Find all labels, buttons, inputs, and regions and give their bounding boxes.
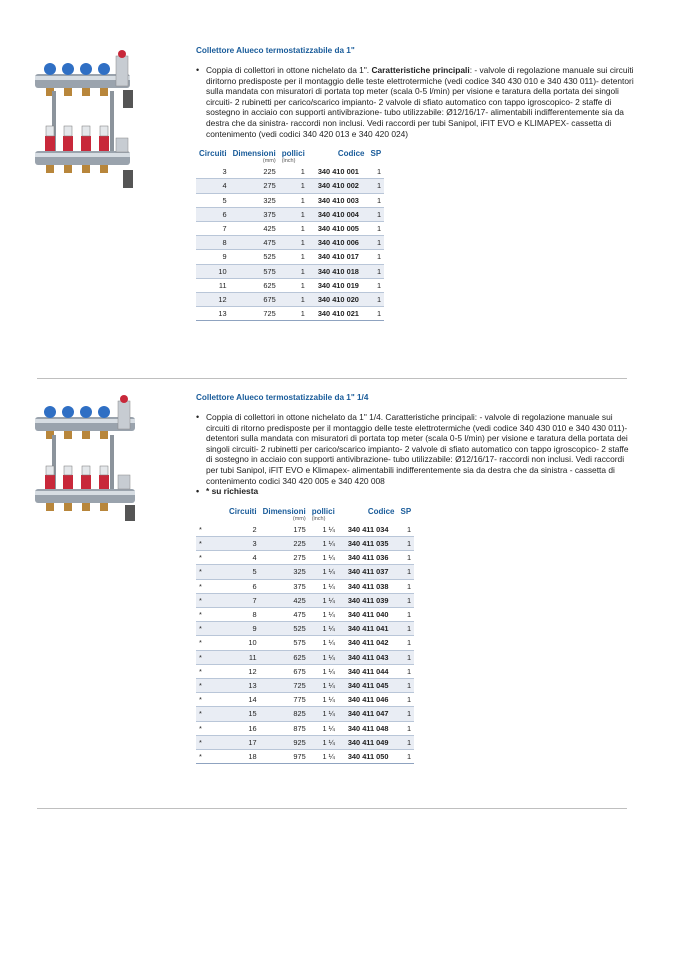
- table-cell: 275: [260, 551, 309, 565]
- table-cell: 5: [226, 565, 260, 579]
- unit-label: (inch): [311, 515, 326, 522]
- table-cell: 825: [260, 707, 309, 721]
- table-row: [196, 292, 384, 306]
- table-cell: 340 410 017: [308, 250, 368, 264]
- table-cell: *: [196, 607, 226, 621]
- table-cell: 625: [230, 278, 279, 292]
- table-cell: 10: [196, 264, 230, 278]
- table-cell: 1: [397, 707, 414, 721]
- bullet-icon: •: [196, 486, 200, 497]
- product-description: [196, 412, 636, 486]
- table-cell: 575: [230, 264, 279, 278]
- table-cell: *: [196, 636, 226, 650]
- table-row: [196, 693, 414, 707]
- table-cell: 1: [367, 236, 384, 250]
- col-header: Dimensioni: [232, 149, 276, 159]
- table-cell: 11: [226, 650, 260, 664]
- table-row: [196, 607, 414, 621]
- table-cell: 9: [226, 622, 260, 636]
- table-cell: 340 411 038: [338, 579, 398, 593]
- table-cell: 1: [367, 207, 384, 221]
- table-cell: 1: [397, 536, 414, 550]
- table-cell: 1: [397, 678, 414, 692]
- table-body: [196, 523, 414, 764]
- table-cell: 1 ¼: [309, 593, 338, 607]
- table-cell: 375: [260, 579, 309, 593]
- table-row: [196, 236, 384, 250]
- table-cell: 7: [196, 221, 230, 235]
- table-cell: 10: [226, 636, 260, 650]
- table-row: [196, 551, 414, 565]
- table-cell: 1: [279, 221, 308, 235]
- unit-label: (inch): [281, 158, 296, 165]
- table-cell: 1: [279, 207, 308, 221]
- table-cell: 340 411 050: [338, 750, 398, 764]
- table-row: [196, 278, 384, 292]
- table-cell: 340 411 037: [338, 565, 398, 579]
- note: [196, 486, 636, 497]
- table-cell: 325: [230, 193, 279, 207]
- table-cell: *: [196, 536, 226, 550]
- unit-label: (mm): [292, 515, 306, 522]
- unit-label: [397, 516, 414, 523]
- table-cell: 340 411 045: [338, 678, 398, 692]
- table-cell: 15: [226, 707, 260, 721]
- table-cell: *: [196, 678, 226, 692]
- table-cell: 340 410 002: [308, 179, 368, 193]
- table-cell: *: [196, 707, 226, 721]
- table-row: [196, 179, 384, 193]
- table-cell: 275: [230, 179, 279, 193]
- table-cell: 340 411 042: [338, 636, 398, 650]
- table-row: [196, 193, 384, 207]
- table-cell: 1: [367, 250, 384, 264]
- unit-label: [196, 158, 230, 165]
- table-cell: 1: [397, 693, 414, 707]
- table-cell: 725: [230, 307, 279, 321]
- unit-label: [226, 516, 260, 523]
- col-header: Codice: [367, 506, 395, 516]
- table-cell: 340 411 049: [338, 735, 398, 749]
- table-row: [196, 735, 414, 749]
- table-row: [196, 707, 414, 721]
- table-cell: 1 ¼: [309, 565, 338, 579]
- table-cell: 1: [367, 307, 384, 321]
- table-cell: 340 411 046: [338, 693, 398, 707]
- product-title: Collettore Alueco termostatizzabile da 1" 1/4: [196, 393, 369, 402]
- table-cell: 675: [230, 292, 279, 306]
- table-cell: 340 411 035: [338, 536, 398, 550]
- table-cell: 1: [279, 292, 308, 306]
- table-cell: 8: [196, 236, 230, 250]
- table-cell: 1: [367, 193, 384, 207]
- table-cell: 675: [260, 664, 309, 678]
- product-table: [196, 507, 414, 764]
- table-cell: 12: [226, 664, 260, 678]
- table-cell: 1 ¼: [309, 693, 338, 707]
- table-cell: 1 ¼: [309, 721, 338, 735]
- table-cell: 4: [196, 179, 230, 193]
- table-row: [196, 207, 384, 221]
- table-row: [196, 221, 384, 235]
- table-cell: *: [196, 551, 226, 565]
- table-row: [196, 750, 414, 764]
- table-cell: 1 ¼: [309, 607, 338, 621]
- table-cell: 475: [230, 236, 279, 250]
- desc-bold: Caratteristiche principali: [371, 65, 470, 75]
- table-cell: 340 410 004: [308, 207, 368, 221]
- table-cell: 375: [230, 207, 279, 221]
- unit-label: [367, 158, 384, 165]
- manifold-image: [30, 46, 145, 198]
- table-cell: 975: [260, 750, 309, 764]
- table-cell: 225: [260, 536, 309, 550]
- table-cell: 340 411 040: [338, 607, 398, 621]
- table-cell: 1: [397, 579, 414, 593]
- table-cell: 17: [226, 735, 260, 749]
- table-cell: 1: [367, 221, 384, 235]
- table-cell: 1: [279, 193, 308, 207]
- table-cell: 1 ¼: [309, 750, 338, 764]
- table-cell: 2: [226, 523, 260, 537]
- table-cell: 1 ¼: [309, 650, 338, 664]
- table-cell: 1: [279, 278, 308, 292]
- table-cell: 525: [260, 622, 309, 636]
- table-row: [196, 721, 414, 735]
- table-cell: 1: [279, 264, 308, 278]
- table-cell: 1: [397, 650, 414, 664]
- table-cell: 340 410 006: [308, 236, 368, 250]
- table-cell: 1: [279, 179, 308, 193]
- table-cell: 1 ¼: [309, 579, 338, 593]
- table-cell: 1 ¼: [309, 523, 338, 537]
- table-cell: *: [196, 622, 226, 636]
- product-1-content: [196, 40, 636, 321]
- table-cell: *: [196, 735, 226, 749]
- table-cell: 425: [260, 593, 309, 607]
- table-cell: *: [196, 664, 226, 678]
- table-cell: 1: [397, 721, 414, 735]
- bullet-icon: •: [196, 65, 200, 75]
- table-cell: 1: [397, 565, 414, 579]
- table-row: [196, 678, 414, 692]
- col-header: SP: [370, 149, 382, 159]
- table-cell: 325: [260, 565, 309, 579]
- unit-label: (mm): [262, 158, 276, 165]
- table-cell: 175: [260, 523, 309, 537]
- table-cell: 3: [226, 536, 260, 550]
- table-cell: 1: [367, 292, 384, 306]
- table-cell: 1: [397, 523, 414, 537]
- product-2-content: [196, 387, 636, 764]
- table-cell: *: [196, 523, 226, 537]
- table-cell: 14: [226, 693, 260, 707]
- table-cell: 1 ¼: [309, 678, 338, 692]
- table-cell: 6: [196, 207, 230, 221]
- table-cell: 1: [397, 735, 414, 749]
- table-cell: 1: [279, 307, 308, 321]
- col-header: pollici: [311, 506, 335, 516]
- table-cell: 11: [196, 278, 230, 292]
- desc-text: Coppia di collettori in ottone nichelato da 1" 1/4. Caratteristiche principali: - valvole di regolazione manuale sui circuiti di ritorno predisposte per il montaggio delle teste elettrotermiche (vedi codice 340 430 010 e 340 430 011)- detentori sulla mandata con misuratori di portata top meter (scala 0-5 l/min) per visione e taratura della portata dei singoli circuiti- 2 rubinetti per carico/scarico impianto- 2 valvole di sfiato automatico con tappo igroscopico- 2 staffe di sostegno in acciaio con supporti antivibrazione- tubo utilizzabile: Ø12/16/17- raccordi non inclusi. Vedi raccordi per tubi Sanipol, iFIT EVO e Klimapex- alimentabili indifferentemente sia da destra che da sinistra - cassetta di contenimento codici 340 420 005 e 340 420 008: [206, 412, 629, 486]
- table-row: [196, 650, 414, 664]
- table-cell: 340 410 003: [308, 193, 368, 207]
- table-cell: 340 410 005: [308, 221, 368, 235]
- table-cell: 1: [397, 664, 414, 678]
- table-cell: 1: [279, 236, 308, 250]
- table-cell: 625: [260, 650, 309, 664]
- table-cell: 725: [260, 678, 309, 692]
- table-body: [196, 165, 384, 321]
- col-header-empty: [196, 507, 226, 516]
- product-description: [196, 65, 636, 139]
- table-cell: 1 ¼: [309, 707, 338, 721]
- table-cell: 1 ¼: [309, 551, 338, 565]
- table-cell: 7: [226, 593, 260, 607]
- table-cell: 340 410 020: [308, 292, 368, 306]
- table-cell: *: [196, 721, 226, 735]
- table-cell: 12: [196, 292, 230, 306]
- unit-label: [308, 158, 368, 165]
- table-row: [196, 523, 414, 537]
- table-cell: 1 ¼: [309, 636, 338, 650]
- table-cell: 340 411 044: [338, 664, 398, 678]
- table-cell: 340 411 047: [338, 707, 398, 721]
- table-cell: 1 ¼: [309, 735, 338, 749]
- table-cell: *: [196, 693, 226, 707]
- table-cell: *: [196, 593, 226, 607]
- table-cell: 1 ¼: [309, 622, 338, 636]
- table-cell: 8: [226, 607, 260, 621]
- divider: [37, 378, 627, 379]
- table-cell: 1: [397, 593, 414, 607]
- table-cell: *: [196, 579, 226, 593]
- bullet-icon: •: [196, 412, 200, 422]
- table-cell: 1: [367, 278, 384, 292]
- col-header: Dimensioni: [262, 506, 306, 516]
- table-cell: 340 410 001: [308, 165, 368, 179]
- table-cell: 340 410 019: [308, 278, 368, 292]
- note-text: * su richiesta: [206, 486, 259, 497]
- table-row: [196, 593, 414, 607]
- table-cell: *: [196, 750, 226, 764]
- table-cell: 340 411 048: [338, 721, 398, 735]
- unit-label: [338, 516, 398, 523]
- table-cell: *: [196, 565, 226, 579]
- table-cell: 225: [230, 165, 279, 179]
- desc-text-2: : - valvole di regolazione manuale sui circuiti diritorno predisposte per il montaggio delle teste elettrotermiche (vedi codice 340 430 010 e 340 430 011)- detentori sulla mandata con misuratori di portata top meter (scala 0-5 l/min) per visione e taratura della portata dei singoli circuiti- 2 rubinetti per carico/scarico impianto- 2 valvole di sfiato automatico con tappo igroscopico- 2 staffe di sostegno in acciaio con supporti antivibrazione- tubo utilizzabile: Ø12/16/17- alimentabili indifferentemente sia da destra che da sinistra- raccordi non inclusi. Vedi raccordi per tubi Sanipol, iFIT EVO e KLIMAPEX- cassetta di contenimento (vedi codici 340 420 013 e 340 420 024): [206, 65, 634, 139]
- desc-text: Coppia di collettori in ottone nichelato da 1".: [206, 65, 372, 75]
- table-cell: 525: [230, 250, 279, 264]
- table-cell: 1: [397, 636, 414, 650]
- table-cell: *: [196, 650, 226, 664]
- table-cell: 575: [260, 636, 309, 650]
- table-cell: 1: [397, 750, 414, 764]
- col-header: SP: [400, 506, 412, 516]
- table-cell: 340 411 043: [338, 650, 398, 664]
- col-header: Codice: [337, 149, 365, 159]
- table-cell: 1: [279, 250, 308, 264]
- table-cell: 340 411 034: [338, 523, 398, 537]
- col-header: Circuiti: [229, 506, 257, 516]
- table-row: [196, 622, 414, 636]
- table-cell: 13: [226, 678, 260, 692]
- table-cell: 6: [226, 579, 260, 593]
- table-cell: 340 411 041: [338, 622, 398, 636]
- table-cell: 1: [367, 179, 384, 193]
- table-cell: 340 411 039: [338, 593, 398, 607]
- table-cell: 340 410 018: [308, 264, 368, 278]
- table-cell: 13: [196, 307, 230, 321]
- table-cell: 340 410 021: [308, 307, 368, 321]
- table-row: [196, 264, 384, 278]
- table-row: [196, 536, 414, 550]
- table-cell: 1: [397, 607, 414, 621]
- table-row: [196, 636, 414, 650]
- table-row: [196, 579, 414, 593]
- table-cell: 1: [367, 165, 384, 179]
- table-cell: 1: [397, 551, 414, 565]
- col-header: pollici: [281, 149, 305, 159]
- table-cell: 1: [279, 165, 308, 179]
- table-cell: 1 ¼: [309, 664, 338, 678]
- table-cell: 775: [260, 693, 309, 707]
- table-cell: 925: [260, 735, 309, 749]
- table-cell: 5: [196, 193, 230, 207]
- divider: [37, 808, 627, 809]
- table-cell: 1: [367, 264, 384, 278]
- table-cell: 16: [226, 721, 260, 735]
- table-row: [196, 165, 384, 179]
- table-row: [196, 565, 414, 579]
- product-table: [196, 149, 384, 321]
- manifold-image: [30, 393, 145, 528]
- table-cell: 18: [226, 750, 260, 764]
- table-cell: 1: [397, 622, 414, 636]
- table-row: [196, 307, 384, 321]
- table-cell: 475: [260, 607, 309, 621]
- table-cell: 340 411 036: [338, 551, 398, 565]
- product-title: Collettore Alueco termostatizzabile da 1": [196, 46, 355, 55]
- table-cell: 875: [260, 721, 309, 735]
- col-header: Circuiti: [199, 149, 227, 159]
- table-row: [196, 250, 384, 264]
- table-cell: 1 ¼: [309, 536, 338, 550]
- table-cell: 425: [230, 221, 279, 235]
- table-cell: 9: [196, 250, 230, 264]
- table-cell: 4: [226, 551, 260, 565]
- table-row: [196, 664, 414, 678]
- table-cell: 3: [196, 165, 230, 179]
